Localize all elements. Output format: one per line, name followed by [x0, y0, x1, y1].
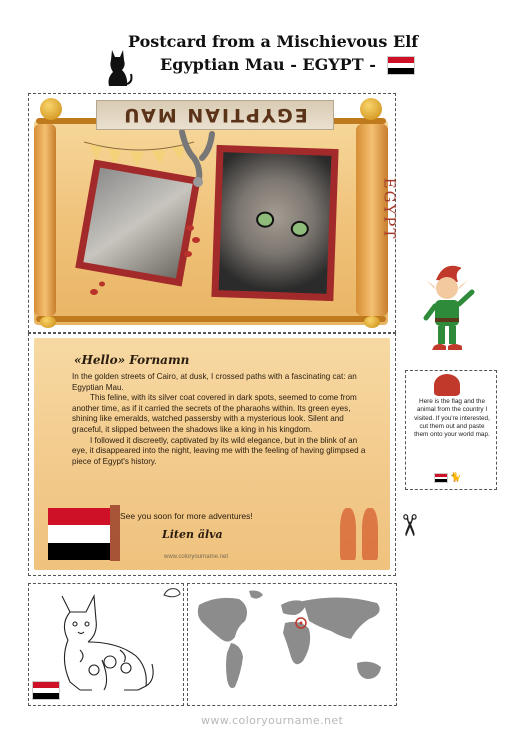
footer-url: www.coloryourname.net	[201, 714, 344, 727]
mini-flag-icon	[434, 473, 448, 483]
egypt-map-flag	[48, 508, 110, 560]
scroll-knob-bottom-left	[40, 316, 56, 328]
letter-paragraph: This feline, with its silver coat covered in dark spots, seemed to come from another time, as if it carried the secrets of the pharaohs within. Its green eyes, shining like emeralds, watched passersby with a mysterious look. Silent and graceful, it slipped between the shadows like a king in his kingdom.	[72, 393, 357, 434]
paw-prints-decoration	[86, 214, 206, 304]
elf-character	[418, 262, 478, 354]
mini-cat-icon: 🐈	[450, 472, 462, 482]
scissors-icon: ✂	[392, 512, 426, 539]
letter-signoff: See you soon for more adventures!	[120, 511, 253, 521]
scroll-knob-top-left	[40, 98, 62, 120]
egypt-flag-icon	[387, 56, 415, 75]
letter-paragraph: In the golden streets of Cairo, at dusk, I crossed paths with a fascinating cat: an Egyptian Mau.	[72, 372, 357, 392]
letter-website: www.coloryourname.net	[164, 554, 229, 560]
breed-banner: EGYPTIAN MAU	[96, 100, 334, 130]
scroll-knob-top-right	[360, 98, 382, 120]
page-subtitle	[160, 55, 415, 75]
coloring-flag-icon	[32, 681, 60, 700]
letter-paragraph: I followed it discreetly, captivated by its wild elegance, but in the blink of an eye, it disappeared into the night, leaving me with the feeling of having glimpsed a piece of Egypt's history.	[72, 435, 366, 466]
letter-greeting: «Hello» Fornamn	[74, 353, 190, 367]
hanging-cat-illustration	[172, 130, 224, 188]
elf-silhouette-icon	[362, 508, 378, 560]
santa-hat-icon	[434, 374, 460, 396]
cat-silhouette-icon	[104, 48, 134, 88]
page-title: Postcard from a Mischievous Elf	[128, 32, 419, 51]
subtitle-text: Egyptian Mau - EGYPT -	[160, 55, 376, 74]
country-side-label: EGYPT	[380, 177, 399, 241]
info-text: Here is the flag and the animal from the country I visited. If you're interested, cut them out and paste them onto your world map.	[414, 398, 490, 439]
elf-silhouette-icon	[340, 508, 356, 560]
letter-body	[72, 372, 372, 467]
letter-signature: Liten älva	[162, 528, 223, 541]
world-map	[191, 587, 393, 702]
cat-photo-right	[211, 145, 338, 301]
scroll-knob-bottom-right	[364, 316, 380, 328]
scroll-rod-bottom	[36, 316, 386, 322]
bird-icon	[162, 585, 182, 601]
scroll-roll-left	[34, 124, 56, 316]
stamp-strip	[110, 505, 120, 561]
